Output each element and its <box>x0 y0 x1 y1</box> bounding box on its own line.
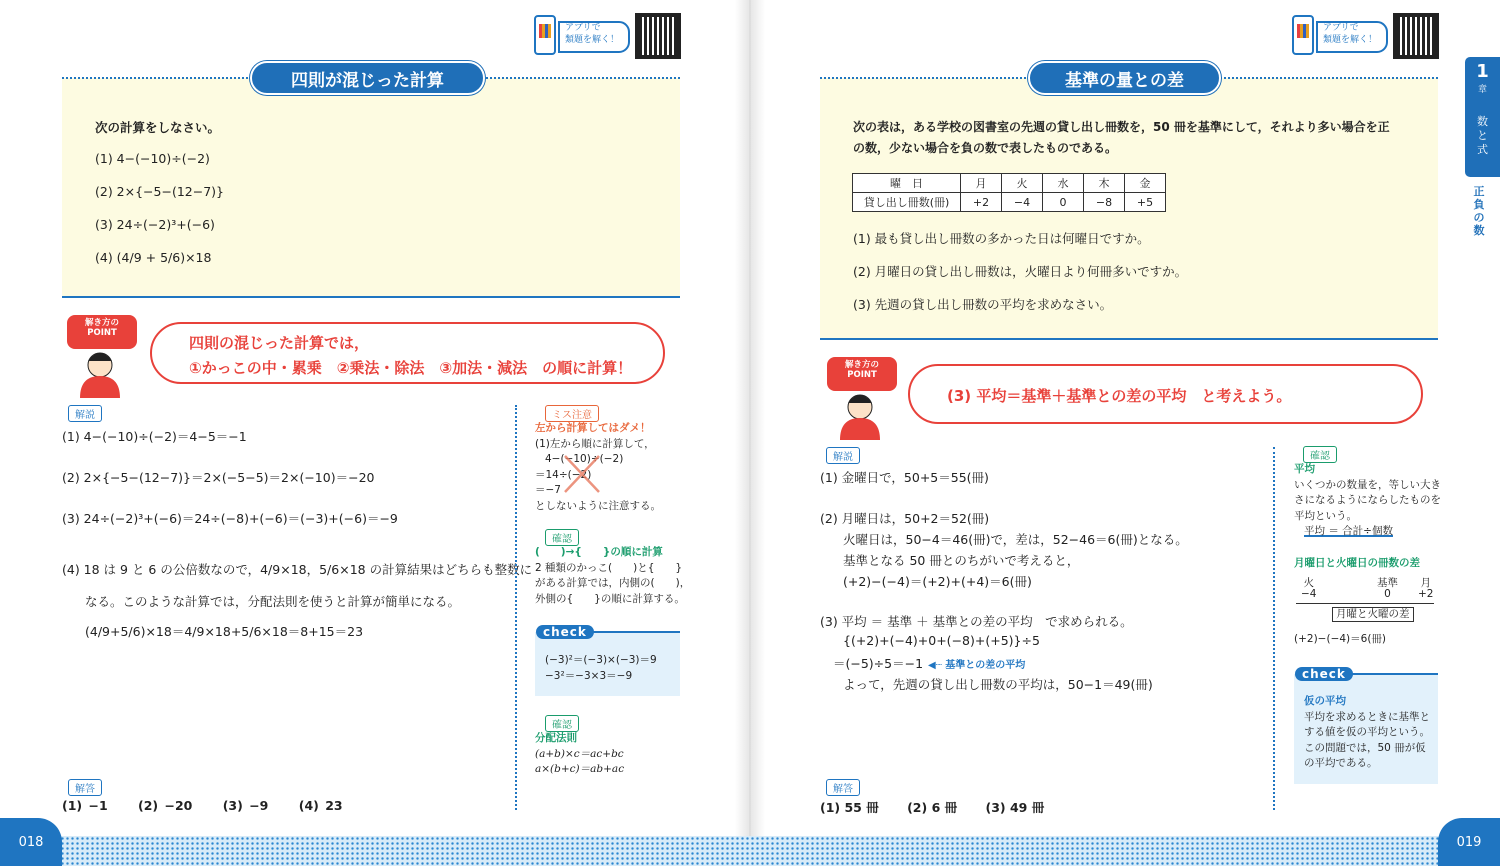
point-label: 解き方の POINT <box>844 360 879 380</box>
diff-label-mon: 月 +2 <box>1418 577 1434 600</box>
instruction-line-1: 次の表は，ある学校の図書室の先週の貸し出し冊数を，50 冊を基準にして，それより多い場合を正 <box>853 120 1390 134</box>
check-label: check <box>536 625 594 639</box>
point-line-2: ①かっこの中・累乗 ②乗法・除法 ③加法・減法 の順に計算！ <box>189 359 633 377</box>
problem-1: (1) 4−(−10)÷(−2) <box>95 151 210 166</box>
solution-4-cont: なる。このような計算では，分配法則を使うと計算が簡単になる。 <box>85 594 461 609</box>
instruction-line-2: の数，少ない場合を負の数で表したものである。 <box>853 141 1118 155</box>
check-line <box>1340 673 1438 675</box>
app-badge-text[interactable]: アプリで 類題を解く！ <box>1323 23 1378 45</box>
problem-3: (3) 24÷(−2)³+(−6) <box>95 217 215 232</box>
solution-2d: (+2)−(−4)＝(+2)+(+4)＝6(冊) <box>843 574 1032 589</box>
miss-label: ミス注意 <box>545 405 599 422</box>
solution-1: (1) 4−(−10)÷(−2)＝4−5＝−1 <box>62 429 247 444</box>
diff-label-tue: 火 −4 <box>1301 577 1317 600</box>
solution-3: (3) 平均 ＝ 基準 ＋ 基準との差の平均 で求められる。 <box>820 614 1133 629</box>
check-label: check <box>1295 667 1353 681</box>
table-row: 貸し出し冊数(冊) +2 −4 0 −8 +5 <box>853 193 1166 212</box>
problem-4: (4) (4/9 + 5/6)×18 <box>95 250 212 265</box>
solution-3: (3) 24÷(−2)³+(−6)＝24÷(−8)+(−6)＝(−3)+(−6)＝−9 <box>62 511 398 526</box>
miss-note: 左から計算してはダメ！ (1)左から順に計算して， 4−(−10)÷(−2) ＝14÷(−2) ＝−7 としないように注意する。 <box>535 422 661 512</box>
solution-3c: ＝(−5)÷5＝−1 <box>833 656 924 671</box>
lending-table <box>852 173 1166 212</box>
annotation-arrow: ◀┈ 基準との差の平均 <box>928 660 1026 671</box>
check-note: 仮の平均 平均を求めるときに基準と する値を仮の平均という。 この問題では，50 冊が仮 の平均である。 <box>1304 695 1430 769</box>
answers: (1) 55 冊 (2) 6 冊 (3) 49 冊 <box>820 800 1045 815</box>
instruction: 次の計算をしなさい。 <box>95 120 221 135</box>
point-text: (3) 平均＝基準＋基準との差の平均 と考えよう。 <box>947 387 1292 405</box>
point-bubble <box>150 322 665 384</box>
subsection-tab[interactable]: 正負の数 <box>1473 185 1485 237</box>
point-line-1: 四則の混じった計算では， <box>189 334 370 352</box>
solution-3d: よって，先週の貸し出し冊数の平均は，50−1＝49(冊) <box>843 677 1153 692</box>
answer-label: 解答 <box>826 779 860 796</box>
section-title: 基準の量との差 <box>1028 61 1221 95</box>
problem-3: (3) 先週の貸し出し冊数の平均を求めなさい。 <box>853 297 1113 312</box>
cross-mark-icon <box>562 453 602 495</box>
kaisetsu-label: 解説 <box>826 447 860 464</box>
qr-code[interactable] <box>635 13 681 59</box>
solution-1: (1) 金曜日で，50+5＝55(冊) <box>820 470 989 485</box>
problem-1: (1) 最も貸し出し冊数の多かった日は何曜日ですか。 <box>853 231 1150 246</box>
app-badge-text[interactable]: アプリで 類題を解く！ <box>565 23 620 45</box>
check-note: (−3)²＝(−3)×(−3)＝9 −3²＝−3×3＝−9 <box>545 654 657 682</box>
page-number-right: 019 <box>1438 818 1500 866</box>
table-header-row: 曜 日 月 火 水 木 金 <box>853 174 1166 193</box>
kaisetsu-label: 解説 <box>68 405 102 422</box>
problem-2: (2) 2×{−5−(12−7)} <box>95 184 224 199</box>
bottom-band <box>0 836 1500 866</box>
answer-label: 解答 <box>68 779 102 796</box>
diff-label-base: 基準 0 <box>1377 577 1398 600</box>
kakunin-label: 確認 <box>545 529 579 546</box>
number-line <box>1296 603 1434 604</box>
diff-result: (+2)−(−4)＝6(冊) <box>1294 633 1387 645</box>
distributive-note: 分配法則 (a+b)×c＝ac+bc a×(b+c)＝ab+ac <box>535 732 625 775</box>
solution-4-calc: (4/9+5/6)×18＝4/9×18+5/6×18＝8+15＝23 <box>85 624 364 639</box>
solution-2: (2) 2×{−5−(12−7)}＝2×(−5−5)＝2×(−10)＝−20 <box>62 470 375 485</box>
solution-2: (2) 月曜日は，50+2＝52(冊) <box>820 511 990 526</box>
kakunin-note: ( )→{ }の順に計算 2 種類のかっこ( )と{ } がある計算では，内側の( )， 外側の{ }の順に計算する。 <box>535 546 691 605</box>
solution-4: (4) 18 は 9 と 6 の公倍数なので，4/9×18，5/6×18 の計算結果はどちらも整数に <box>62 562 533 577</box>
chapter-tab[interactable]: 1 章 数と式 <box>1465 57 1500 177</box>
solution-2b: 火曜日は，50−4＝46(冊)で，差は，52−46＝6(冊)となる。 <box>843 532 1188 547</box>
diff-heading: 月曜日と火曜日の冊数の差 <box>1294 557 1420 569</box>
kakunin-label-2: 確認 <box>545 715 579 732</box>
solution-2c: 基準となる 50 冊とのちがいで考えると， <box>843 553 1080 568</box>
book-gutter <box>735 0 765 866</box>
answers: (1) −1 (2) −20 (3) −9 (4) 23 <box>62 798 343 813</box>
kakunin-label: 確認 <box>1303 446 1337 463</box>
kakunin-note: 平均 いくつかの数量を，等しい大き さになるようにならしたものを 平均という。 平均 ＝ 合計÷個数 <box>1294 463 1441 537</box>
problem-2: (2) 月曜日の貸し出し冊数は，火曜日より何冊多いですか。 <box>853 264 1188 279</box>
qr-code[interactable] <box>1393 13 1439 59</box>
solution-3b: {(+2)+(−4)+0+(−8)+(+5)}÷5 <box>843 633 1040 648</box>
diff-box: 月曜と火曜の差 <box>1332 607 1414 622</box>
section-title: 四則が混じった計算 <box>250 61 485 95</box>
point-bubble <box>908 364 1423 424</box>
point-label: 解き方の POINT <box>84 318 119 338</box>
check-line <box>580 631 680 633</box>
column-divider <box>1273 447 1275 810</box>
page-number-left: 018 <box>0 818 62 866</box>
column-divider <box>515 405 517 810</box>
